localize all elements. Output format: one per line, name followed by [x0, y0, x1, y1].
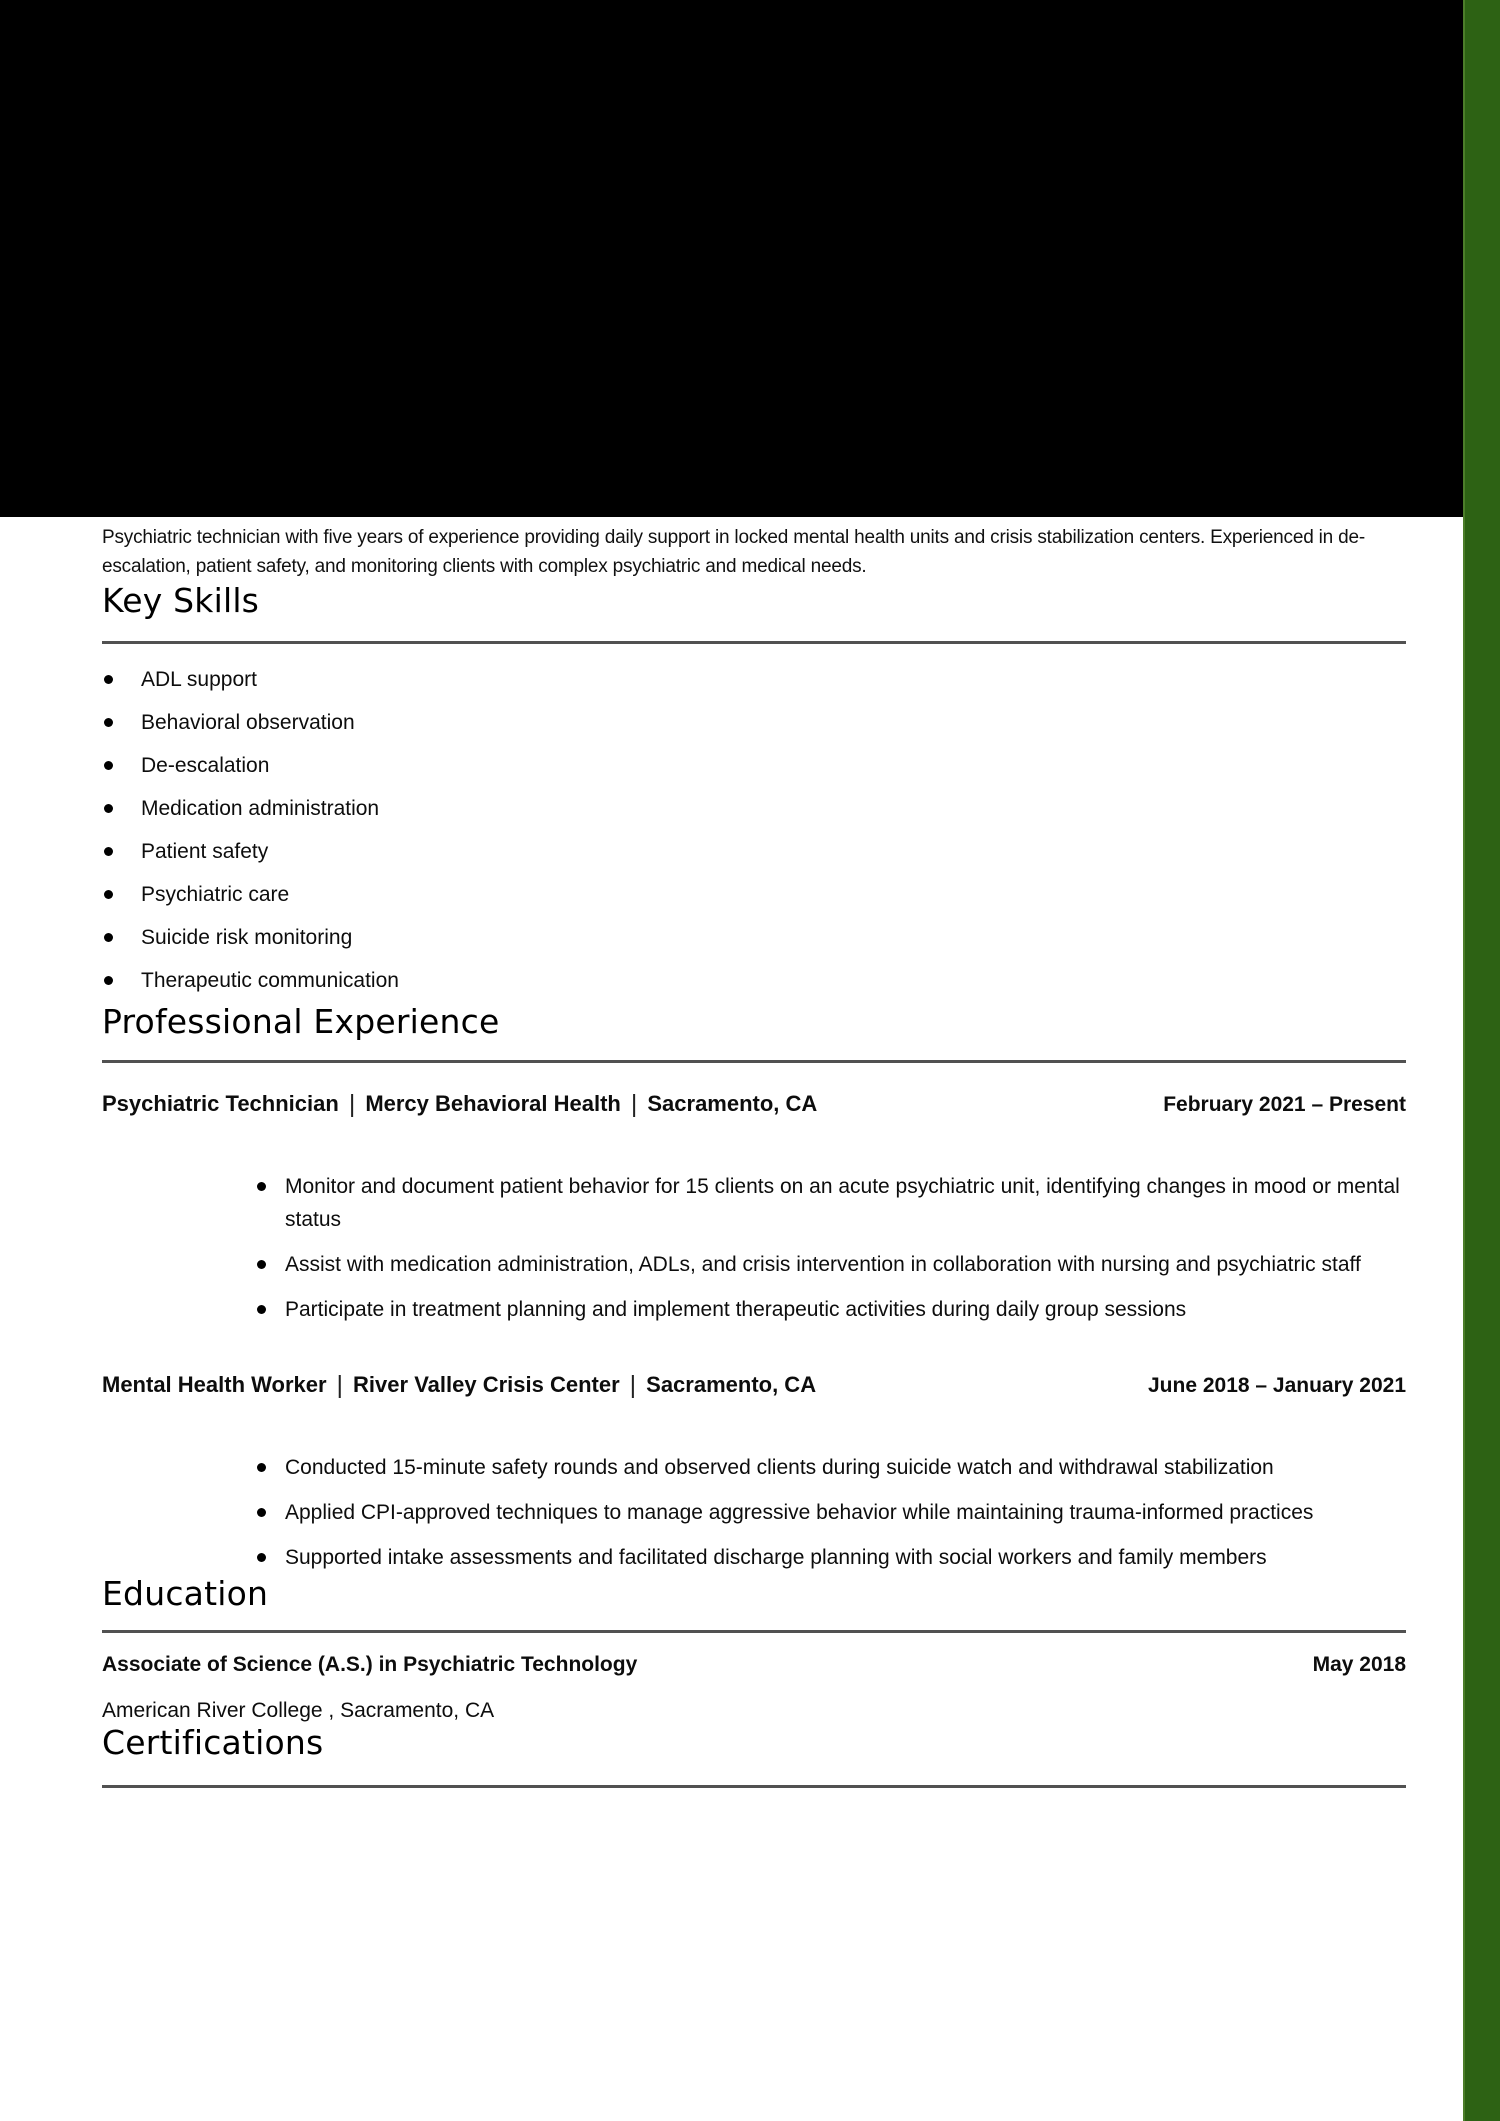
section-divider [102, 1630, 1406, 1633]
job-bullet-text: Supported intake assessments and facilitated discharge planning with social workers and family members [285, 1546, 1267, 1569]
job-bullet-text: Participate in treatment planning and implement therapeutic activities during daily group sessions [285, 1298, 1187, 1321]
job-company: River Valley Crisis Center [353, 1372, 620, 1397]
section-divider [102, 641, 1406, 644]
job-title: Mental Health Worker [102, 1372, 327, 1397]
school-line: American River College , Sacramento, CA [102, 1699, 495, 1722]
bullet-icon [257, 1305, 266, 1314]
list-item [102, 1496, 1406, 1529]
job-title-line [102, 1089, 817, 1118]
bullet-icon [104, 675, 113, 684]
degree-date: May 2018 [1312, 1653, 1406, 1676]
job-company: Mercy Behavioral Health [365, 1091, 621, 1116]
section-divider [102, 1785, 1406, 1788]
list-item [102, 787, 1406, 830]
redacted-header-block [0, 0, 1463, 517]
section-divider [102, 1060, 1406, 1063]
bullet-icon [257, 1463, 266, 1472]
separator-bar: | [629, 1371, 637, 1399]
job-bullet-list [102, 1451, 1406, 1574]
bullet-icon [104, 718, 113, 727]
skill-label: Suicide risk monitoring [141, 926, 353, 949]
job-location: Sacramento, CA [646, 1372, 817, 1397]
list-item [102, 1170, 1406, 1236]
job-header [102, 1089, 1406, 1118]
skill-label: Therapeutic communication [141, 969, 399, 992]
degree-row [102, 1653, 1406, 1677]
list-item [102, 701, 1406, 744]
list-item [102, 1451, 1406, 1484]
bullet-icon [104, 761, 113, 770]
list-item [102, 830, 1406, 873]
accent-stripe [1463, 0, 1500, 2121]
bullet-icon [257, 1260, 266, 1269]
job-title-line [102, 1370, 816, 1399]
skill-label: Medication administration [141, 797, 380, 820]
summary-paragraph: Psychiatric technician with five years of experience providing daily support in locked mental health units and crisis stabilization centers. Experienced in de-escalation, patient safety, and monitoring clients with complex psychiatric and medical needs. [102, 527, 1365, 577]
job-bullet-text: Assist with medication administration, ADLs, and crisis intervention in collaboration with nursing and psychiatric staff [285, 1253, 1361, 1276]
job-dates: February 2021 – Present [1163, 1093, 1406, 1116]
list-item [102, 658, 1406, 701]
bullet-icon [104, 804, 113, 813]
experience-heading: Professional Experience [102, 1002, 500, 1041]
job-bullet-list [102, 1170, 1406, 1326]
separator-bar: | [348, 1090, 356, 1118]
job-dates: June 2018 – January 2021 [1147, 1374, 1406, 1397]
separator-bar: | [336, 1371, 344, 1399]
list-item [102, 1541, 1406, 1574]
skill-label: Patient safety [141, 840, 269, 863]
skill-label: Behavioral observation [141, 711, 355, 734]
bullet-icon [104, 976, 113, 985]
list-item [102, 959, 1406, 1002]
bullet-icon [257, 1508, 266, 1517]
list-item [102, 916, 1406, 959]
skill-label: De-escalation [141, 754, 270, 777]
job-header [102, 1370, 1406, 1399]
bullet-icon [257, 1553, 266, 1562]
certifications-heading: Certifications [102, 1723, 324, 1762]
job-location: Sacramento, CA [647, 1091, 818, 1116]
skill-label: ADL support [141, 668, 257, 691]
resume-content [102, 517, 1406, 1788]
list-item [102, 1293, 1406, 1326]
list-item [102, 744, 1406, 787]
education-heading: Education [102, 1574, 269, 1613]
bullet-icon [104, 847, 113, 856]
key-skills-list [102, 658, 1406, 1002]
bullet-icon [104, 933, 113, 942]
job-bullet-text: Conducted 15-minute safety rounds and observed clients during suicide watch and withdrawal stabilization [285, 1456, 1274, 1479]
job-bullet-text: Monitor and document patient behavior for 15 clients on an acute psychiatric unit, identifying changes in mood or mental status [285, 1175, 1400, 1231]
degree-title: Associate of Science (A.S.) in Psychiatric Technology [102, 1653, 638, 1676]
list-item [102, 873, 1406, 916]
key-skills-heading: Key Skills [102, 581, 260, 620]
bullet-icon [257, 1182, 266, 1191]
job-title: Psychiatric Technician [102, 1091, 339, 1116]
skill-label: Psychiatric care [141, 883, 290, 906]
bullet-icon [104, 890, 113, 899]
list-item [102, 1248, 1406, 1281]
separator-bar: | [630, 1090, 638, 1118]
job-bullet-text: Applied CPI-approved techniques to manage aggressive behavior while maintaining trauma-informed practices [285, 1501, 1314, 1524]
